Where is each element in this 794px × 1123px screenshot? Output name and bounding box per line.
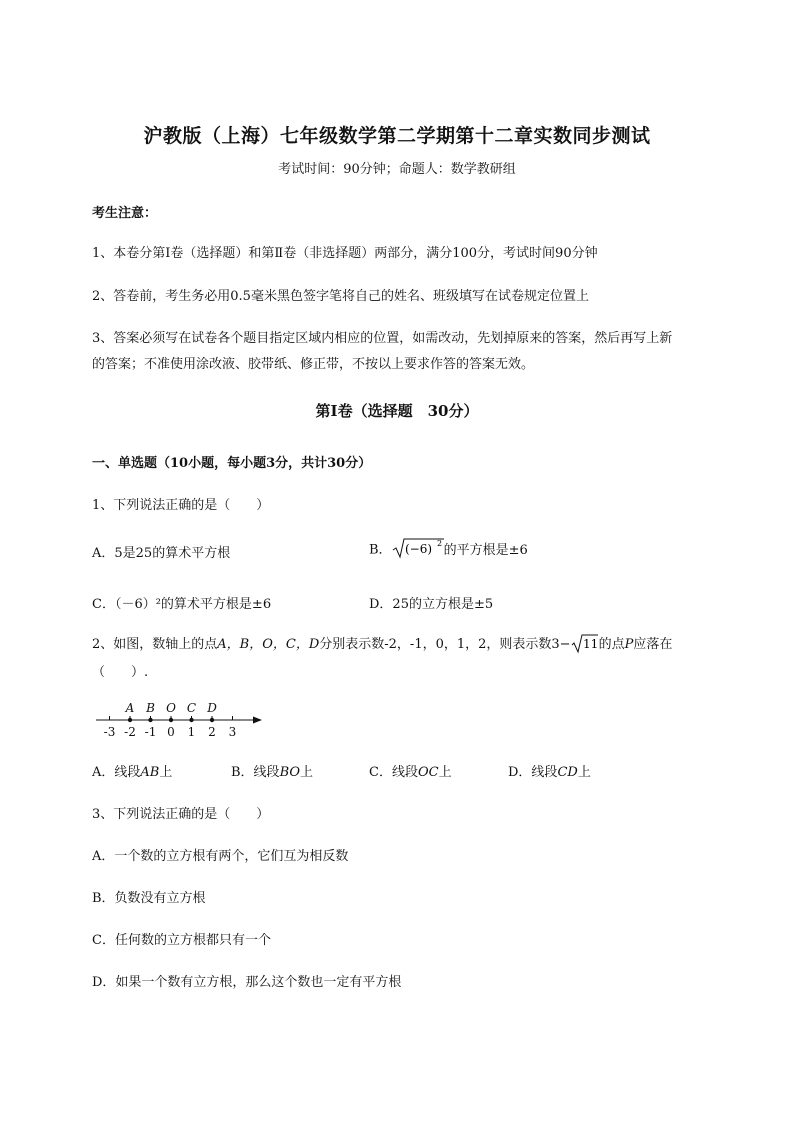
tick-label: 0 [167, 725, 175, 739]
tick-label: -1 [144, 725, 157, 739]
number-line-point [169, 718, 173, 722]
number-line-point [210, 718, 214, 722]
sqrt-exponent: 2 [436, 539, 442, 548]
tick-label: 3 [228, 725, 237, 739]
exam-title: 沪教版（上海）七年级数学第二学期第十二章实数同步测试 [143, 125, 651, 147]
number-line-point [128, 718, 132, 722]
q2-stem-mid: 分别表示数-2，-1，0，1，2，则表示数 [319, 637, 552, 652]
q2-stem-suffix: 应落在 [633, 637, 673, 652]
number-line-point [189, 718, 193, 722]
q1-b-prefix: B． [369, 542, 392, 558]
number-line [94, 698, 274, 744]
q1-b-suffix: 的平方根是±6 [443, 542, 528, 558]
q2-stem-line2: （ ）. [92, 665, 149, 680]
q1-option-c: C．（－6）²的算术平方根是±6 [92, 597, 272, 612]
tick-label: -2 [124, 725, 136, 739]
q3-stem: 3、下列说法正确的是（ ） [92, 807, 270, 822]
q2-option-a: A．线段AB上 [92, 765, 173, 780]
notice-heading: 考生注意： [92, 206, 158, 221]
q2-option-b: B．线段BO上 [231, 765, 314, 780]
point-label: A [125, 701, 135, 715]
q1-stem: 1、下列说法正确的是（ ） [92, 498, 270, 513]
q2-stem-prefix: 2、如图，数轴上的点 [92, 637, 218, 652]
sqrt11-radicand: 11 [582, 636, 598, 651]
q2-point-p: P [624, 637, 634, 652]
q3-option-d: D．如果一个数有立方根，那么这个数也一定有平方根 [92, 975, 402, 990]
tick-label: 1 [187, 725, 196, 739]
tick-label: -3 [103, 725, 116, 739]
q2-points-text: A，B，O，C，D [217, 637, 320, 652]
q2-option-d: D．线段CD上 [508, 765, 591, 780]
notice-item-2: 2、答卷前，考生务必用0.5毫米黑色签字笔将自己的姓名、班级填写在试卷规定位置上 [92, 289, 589, 304]
q3-option-b: B．负数没有立方根 [92, 891, 206, 906]
q1-option-d: D．25的立方根是±5 [369, 597, 494, 612]
section-title: 第I卷（选择题 30分） [315, 402, 479, 420]
exam-subtitle: 考试时间：90分钟；命题人：数学教研组 [278, 162, 516, 177]
arrow-right-icon [253, 717, 262, 724]
number-line-figure [94, 698, 274, 748]
sqrt-expression [392, 536, 462, 560]
number-line-point [148, 718, 152, 722]
notice-item-3-cont: 的答案；不准使用涂改液、胶带纸、修正带，不按以上要求作答的答案无效。 [92, 357, 535, 372]
q3-option-c: C．任何数的立方根都只有一个 [92, 933, 271, 948]
q2-option-c: C．线段OC上 [369, 765, 452, 780]
q2-expr-lead: 3− [551, 637, 571, 652]
q2-stem [92, 633, 672, 656]
point-label: C [186, 701, 197, 715]
point-label: D [207, 701, 217, 715]
point-label: B [146, 701, 155, 715]
q2-sqrt11 [571, 632, 599, 654]
part-heading: 一、单选题（10小题，每小题3分，共计30分） [92, 456, 372, 471]
notice-item-3: 3、答案必须写在试卷各个题目指定区域内相应的位置，如需改动，先划掉原来的答案，然后再写上新 [92, 331, 673, 346]
tick-label: 2 [208, 725, 216, 739]
q3-option-a: A．一个数的立方根有两个，它们互为相反数 [92, 849, 349, 864]
q2-stem-mid2: 的点 [598, 637, 625, 652]
q1-option-b [369, 538, 528, 562]
point-label: O [166, 701, 176, 715]
notice-item-1: 1、本卷分第I卷（选择题）和第Ⅱ卷（非选择题）两部分，满分100分，考试时间90分钟 [92, 246, 598, 261]
sqrt-radicand: (−6) [404, 542, 432, 556]
q1-option-a: A．5是25的算术平方根 [92, 546, 231, 561]
